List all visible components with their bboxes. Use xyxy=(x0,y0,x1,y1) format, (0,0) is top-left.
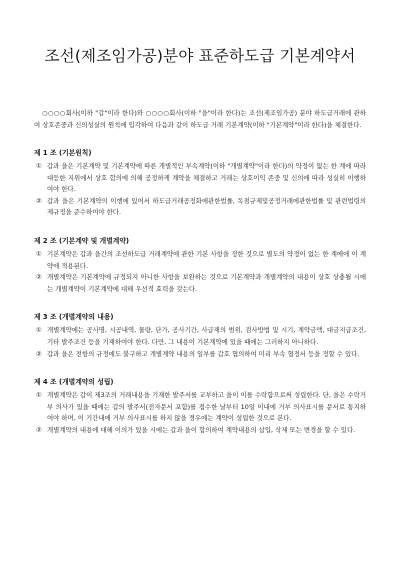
document-title: 조선(제조임가공)분야 표준하도급 기본계약서 xyxy=(44,47,356,65)
article-title: 제 2 조 (기본계약 및 개별계약) xyxy=(34,236,129,245)
clause-number: ① xyxy=(36,162,42,170)
clause xyxy=(34,161,366,196)
clause-text: 개별계약은 기본계약에 규정되지 아니한 사항을 보완하는 것으로 기본계약과 개별계약의 내용이 상호 상충될 시에는 개별계약이 기본계약에 대해 우선적 효력을 갖는다. xyxy=(47,273,366,293)
clause xyxy=(34,425,366,437)
clause-text: 갑과 을은 기본계약 및 기본계약에 따른 개별적인 부속계약(이하 "개별계약"이라 한다)의 약정이 없는 한 계에 따라 대등한 지위에서 상호 합의에 의해 공정하게 계약을 체결하고 거래는 상호이익 존중 및 신의에 따라 성실히 이행하여야 한다. xyxy=(47,162,366,194)
article-title: 제 4 조 (개별계약의 성립) xyxy=(34,378,114,387)
clause-text: 개별계약에는 공사명, 시공내역, 물량, 단가, 공사기간, 사급재의 범위, 검사방법 및 시기, 계약금액, 대금지급조건, 기타 발주조건 등을 기재하여야 한다. 다만, 그 내용이 기본계약에 있을 때에는 그러하지 아니하다. xyxy=(47,326,366,346)
clause xyxy=(34,390,366,425)
clause xyxy=(34,349,366,361)
clause-text: 개별계약의 내용에 대해 이의가 있을 시에는 갑과 을이 합의하여 계약내용의 삽입, 삭제 또는 변경을 할 수 있다. xyxy=(47,425,356,434)
clause-number: ① xyxy=(36,326,42,335)
clause-text: 갑과 을은 전항의 규정에도 불구하고 개별계약 내용의 일부를 갑호 협의하여 미리 부속 협정서 등을 정할 수 있다. xyxy=(47,349,360,358)
clause-number: ② xyxy=(36,349,42,358)
clause-text: 기본계약은 갑과 을간의 조선하도급 거래계약에 관한 기본 사항을 정한 것으로 별도의 약정이 없는 한 계에에 이 계약에 적용된다. xyxy=(47,249,366,270)
intro-paragraph: ○○○○회사(이하 "갑"이라 한다)와 ○○○○회사(이하 "을"이라 한다)는 조선(제조임가공) 분야 하도급거래에 관하여 상호존중과 신의성실의 원칙에 입각하여 다음과 같이 하도급 거래 기본계약(이하 "기본계약"이라 한다)을 체결한다. xyxy=(34,109,366,129)
clause xyxy=(34,249,366,272)
article-2 xyxy=(34,236,366,295)
article-3 xyxy=(34,312,366,360)
article-4 xyxy=(34,377,366,436)
clause xyxy=(34,272,366,295)
article-1 xyxy=(34,148,366,219)
clause-number: ① xyxy=(36,391,42,400)
clause xyxy=(34,196,366,219)
clause-text: 갑과 을은 기본계약의 이행에 있어서 하도급거래공정화에관한법률, 독점규제및공정거래에관한법률 및 관련법령의 제규정을 준수하여야 한다. xyxy=(47,196,366,217)
clause-text: 개별계약은 갑이 제3조의 거래내용을 기재한 발주서를 교부하고 을이 이를 수락함으로써 성립한다. 단, 을은 수락거부 의사가 있을 때에는 갑의 발주서(전자문서 포함)를 접수한 날부터 10일 이내에 거부 의사표시를 문서로 통지하여야 하며, 이 기간내에 거부 의사표시를 하지 않을 경우에는 계약이 성립한 것으로 본다. xyxy=(47,391,366,423)
article-title: 제 3 조 (개별계약의 내용) xyxy=(34,313,114,322)
article-title: 제 1 조 (기본원칙) xyxy=(34,149,92,157)
clause-number: ② xyxy=(36,273,42,282)
clause-number: ② xyxy=(36,425,42,434)
clause xyxy=(34,325,366,348)
clause-number: ② xyxy=(36,196,42,205)
clause-number: ① xyxy=(36,249,42,258)
